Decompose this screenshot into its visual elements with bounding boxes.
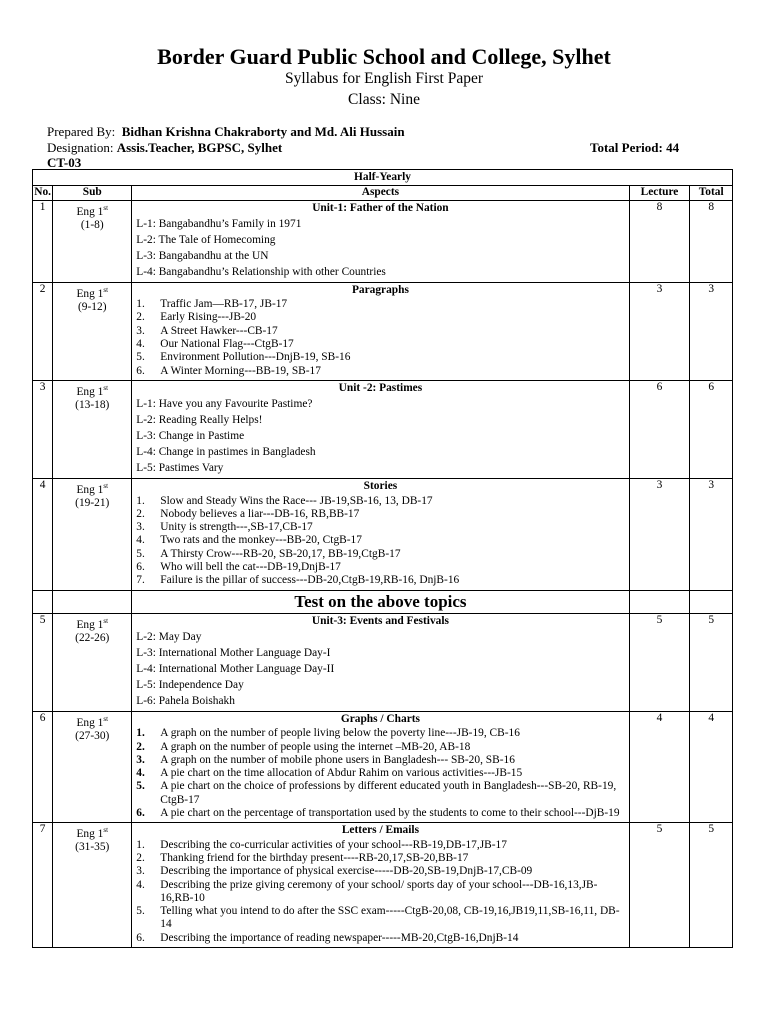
lesson-item: L-2: Reading Really Helps! (136, 414, 263, 427)
lesson-item: L-1: Bangabandhu’s Family in 1971 (136, 217, 302, 230)
subject-superscript: st (103, 482, 109, 491)
row-subject (53, 282, 132, 380)
row-number: 1 (33, 200, 53, 282)
item-number: 7. (136, 574, 145, 587)
table-row (33, 711, 733, 822)
item-number: 4. (136, 878, 145, 891)
item-number: 5. (136, 905, 145, 918)
item-text: Who will bell the cat---DB-19,DnjB-17 (160, 561, 341, 574)
period-range: (9-12) (78, 300, 107, 313)
row-aspects (132, 711, 629, 822)
list-item (136, 754, 624, 767)
period-range: (22-26) (75, 631, 110, 644)
total-count: 6 (690, 380, 733, 478)
list-item (136, 311, 624, 324)
section-title: Half-Yearly (33, 170, 733, 186)
subject-name: Eng 1 (76, 484, 104, 497)
item-text: Describing the co-curricular activities of your school---RB-19,DB-17,JB-17 (160, 838, 507, 851)
row-number: 5 (33, 613, 53, 711)
subject-superscript: st (103, 826, 109, 835)
unit-title: Unit-1: Father of the Nation (312, 201, 449, 214)
item-number: 6. (136, 807, 145, 820)
item-text: Two rats and the monkey---BB-20, CtgB-17 (160, 534, 362, 547)
item-number: 1. (136, 727, 145, 740)
list-item (136, 727, 624, 740)
lesson-item: L-3: Bangabandhu at the UN (136, 249, 269, 262)
total-count: 3 (690, 282, 733, 380)
row-aspects (132, 479, 629, 590)
row-aspects (132, 200, 629, 282)
subject-superscript: st (103, 383, 109, 392)
row-number: 7 (33, 823, 53, 948)
test-row (33, 590, 733, 613)
total-count: 3 (690, 479, 733, 590)
subject-superscript: st (103, 285, 109, 294)
item-text: A graph on the number of mobile phone users in Bangladesh--- SB-20, SB-16 (160, 753, 515, 766)
lesson-item: L-4: Change in pastimes in Bangladesh (136, 446, 316, 459)
lesson-item: L-2: The Tale of Homecoming (136, 233, 276, 246)
designation (47, 140, 282, 155)
item-text: A pie chart on the choice of professions by different educated youth in Bangladesh---SB-20, RB-19, CtgB-17 (160, 780, 617, 806)
lecture-count: 8 (629, 200, 690, 282)
test-spacer-lecture (629, 590, 690, 613)
test-spacer-total (690, 590, 733, 613)
item-text: A Winter Morning---BB-19, SB-17 (160, 364, 321, 377)
school-name: Border Guard Public School and College, Sylhet (157, 44, 611, 69)
list-item (136, 932, 624, 945)
item-text: Describing the importance of physical exercise-----DB-20,SB-19,DnjB-17,CB-09 (160, 865, 533, 878)
subject-superscript: st (103, 616, 109, 625)
item-number: 4. (136, 338, 145, 351)
item-text: A pie chart on the time allocation of Abdur Rahim on various activities---JB-15 (160, 767, 523, 780)
item-text: Thanking friend for the birthday present----RB-20,17,SB-20,BB-17 (160, 851, 469, 864)
test-spacer-sub (53, 590, 132, 613)
list-item (136, 741, 624, 754)
row-subject (53, 613, 132, 711)
row-subject (53, 200, 132, 282)
lesson-item: L-4: International Mother Language Day-II (136, 662, 335, 675)
item-number: 4. (136, 534, 145, 547)
item-number: 5. (136, 351, 145, 364)
item-number: 3. (136, 865, 145, 878)
item-number: 3. (136, 324, 145, 337)
period-range: (1-8) (80, 218, 104, 231)
list-item (136, 351, 624, 364)
item-number: 6. (136, 364, 145, 377)
item-text: Environment Pollution---DnjB-19, SB-16 (160, 351, 351, 364)
list-item (136, 780, 624, 807)
item-text: Telling what you intend to do after the SSC exam-----CtgB-20,08, CB-19,16,JB19,11,SB-16,11, DB-14 (160, 905, 620, 931)
lecture-count: 5 (629, 823, 690, 948)
period-range: (31-35) (75, 841, 110, 854)
list-item (136, 561, 624, 574)
item-text: Failure is the pillar of success---DB-20,CtgB-19,RB-16, DnjB-16 (160, 574, 460, 587)
lecture-count: 5 (629, 613, 690, 711)
lesson-item: L-5: Independence Day (136, 678, 244, 691)
test-title: Test on the above topics (132, 590, 629, 613)
subject-superscript: st (103, 203, 109, 212)
prepared-names: Bidhan Krishna Chakraborty and Md. Ali Hussain (121, 124, 405, 139)
list-item (136, 807, 624, 820)
unit-title: Unit-3: Events and Festivals (311, 614, 449, 627)
row-subject (53, 479, 132, 590)
period-range: (27-30) (75, 730, 110, 743)
row-number: 4 (33, 479, 53, 590)
item-number: 1. (136, 494, 145, 507)
subject-name: Eng 1 (76, 385, 104, 398)
item-number: 2. (136, 311, 145, 324)
lecture-count: 6 (629, 380, 690, 478)
list-item (136, 521, 624, 534)
numbered-list (136, 839, 624, 945)
ct-label: CT-03 (47, 155, 82, 170)
total-count: 5 (690, 823, 733, 948)
lesson-item: L-3: International Mother Language Day-I (136, 646, 331, 659)
unit-title: Unit -2: Pastimes (338, 381, 423, 394)
subject-name: Eng 1 (76, 828, 104, 841)
item-text: Nobody believes a liar---DB-16, RB,BB-17 (160, 507, 360, 520)
unit-title: Stories (363, 480, 398, 493)
item-text: Early Rising---JB-20 (160, 311, 257, 324)
item-number: 3. (136, 753, 145, 766)
class-label: Class: Nine (348, 91, 420, 108)
item-number: 3. (136, 521, 145, 534)
list-item (136, 338, 624, 351)
table-row (33, 613, 733, 711)
row-number: 6 (33, 711, 53, 822)
syllabus-table-body (33, 170, 733, 948)
row-aspects (132, 823, 629, 948)
lesson-item: L-6: Pahela Boishakh (136, 694, 235, 707)
list-item (136, 495, 624, 508)
prepared-label: Prepared By: (47, 124, 116, 139)
syllabus-title: Syllabus for English First Paper (284, 70, 484, 87)
total-period: Total Period: 44 (590, 140, 680, 155)
table-row (33, 282, 733, 380)
numbered-list (136, 298, 624, 378)
list-item (136, 325, 624, 338)
header-row (33, 186, 733, 200)
item-text: Describing the importance of reading newspaper-----MB-20,CtgB-16,DnjB-14 (160, 931, 519, 944)
item-text: Slow and Steady Wins the Race--- JB-19,SB-16, 13, DB-17 (160, 494, 433, 507)
row-aspects (132, 282, 629, 380)
row-aspects (132, 380, 629, 478)
item-text: A pie chart on the percentage of transportation used by the students to come to their school---DjB-19 (160, 807, 620, 820)
syllabus-table (32, 169, 733, 948)
list-item (136, 839, 624, 852)
item-number: 1. (136, 838, 145, 851)
item-text: Traffic Jam—RB-17, JB-17 (160, 298, 288, 311)
subject-name: Eng 1 (76, 618, 104, 631)
list-item (136, 365, 624, 378)
header-total: Total (690, 186, 733, 200)
item-text: A graph on the number of people living below the poverty line---JB-19, CB-16 (160, 727, 520, 740)
item-number: 5. (136, 780, 145, 793)
row-aspects (132, 613, 629, 711)
unit-title: Letters / Emails (341, 824, 420, 837)
prepared-by (47, 124, 405, 139)
designation-value: Assis.Teacher, BGPSC, Sylhet (116, 140, 283, 155)
list-item (136, 298, 624, 311)
total-count: 8 (690, 200, 733, 282)
item-number: 6. (136, 931, 145, 944)
header-aspects: Aspects (132, 186, 629, 200)
row-subject (53, 823, 132, 948)
lecture-count: 4 (629, 711, 690, 822)
row-subject (53, 711, 132, 822)
item-number: 6. (136, 561, 145, 574)
list-item (136, 534, 624, 547)
unit-title: Paragraphs (351, 283, 409, 296)
numbered-list (136, 495, 624, 588)
item-number: 2. (136, 507, 145, 520)
lesson-item: L-3: Change in Pastime (136, 430, 245, 443)
item-text: Unity is strength---,SB-17,CB-17 (160, 521, 313, 534)
item-number: 1. (136, 298, 145, 311)
subject-name: Eng 1 (76, 205, 104, 218)
item-text: A Thirsty Crow---RB-20, SB-20,17, BB-19,CtgB-17 (160, 547, 401, 560)
numbered-list (136, 727, 624, 820)
item-text: A graph on the number of people using the internet –MB-20, AB-18 (160, 740, 471, 753)
item-text: Describing the prize giving ceremony of your school/ sports day of your school---DB-16,13,JB-16,RB-10 (160, 878, 598, 904)
row-number: 3 (33, 380, 53, 478)
item-number: 4. (136, 767, 145, 780)
header-lecture: Lecture (629, 186, 690, 200)
subject-name: Eng 1 (76, 287, 104, 300)
header-sub: Sub (53, 186, 132, 200)
period-range: (19-21) (75, 497, 110, 510)
lesson-item: L-4: Bangabandhu’s Relationship with other Countries (136, 265, 386, 278)
row-number: 2 (33, 282, 53, 380)
list-item (136, 574, 624, 587)
item-number: 2. (136, 851, 145, 864)
section-row (33, 170, 733, 186)
table-row (33, 823, 733, 948)
list-item (136, 767, 624, 780)
lecture-count: 3 (629, 479, 690, 590)
period-range: (13-18) (75, 399, 110, 412)
list-item (136, 905, 624, 932)
list-item (136, 865, 624, 878)
list-item (136, 852, 624, 865)
total-count: 4 (690, 711, 733, 822)
lecture-count: 3 (629, 282, 690, 380)
table-row (33, 380, 733, 478)
subject-superscript: st (103, 714, 109, 723)
lesson-item: L-1: Have you any Favourite Pastime? (136, 398, 313, 411)
subject-name: Eng 1 (76, 716, 104, 729)
table-row (33, 200, 733, 282)
list-item (136, 879, 624, 906)
test-spacer-no (33, 590, 53, 613)
header-no: No. (34, 186, 52, 199)
table-row (33, 479, 733, 590)
list-item (136, 508, 624, 521)
total-count: 5 (690, 613, 733, 711)
item-text: Our National Flag---CtgB-17 (160, 338, 294, 351)
unit-title: Graphs / Charts (340, 712, 420, 725)
row-subject (53, 380, 132, 478)
lesson-item: L-5: Pastimes Vary (136, 462, 224, 475)
item-number: 2. (136, 740, 145, 753)
lesson-item: L-2: May Day (136, 630, 202, 643)
item-number: 5. (136, 547, 145, 560)
list-item (136, 548, 624, 561)
designation-label: Designation: (47, 140, 114, 155)
item-text: A Street Hawker---CB-17 (160, 324, 278, 337)
